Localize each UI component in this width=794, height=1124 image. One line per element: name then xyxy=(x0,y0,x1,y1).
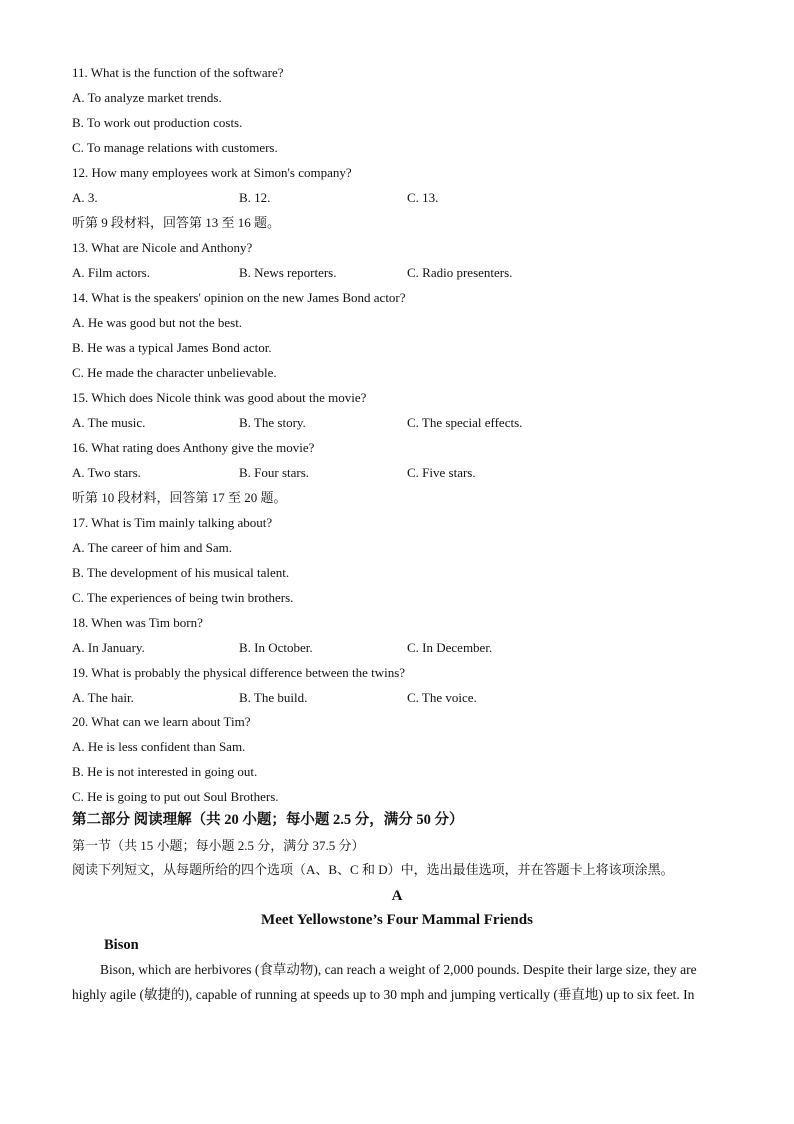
q20-option-c: C. He is going to put out Soul Brothers. xyxy=(72,789,279,804)
q18-option-c: C. In December. xyxy=(407,640,493,655)
passage-title: Meet Yellowstone’s Four Mammal Friends xyxy=(261,912,533,928)
q15-option-c: C. The special effects. xyxy=(407,415,523,430)
q18-option-a: A. In January. xyxy=(72,640,145,655)
question-20: 20. What can we learn about Tim? xyxy=(72,714,251,729)
q16-option-c: C. Five stars. xyxy=(407,465,476,480)
q12-option-b: B. 12. xyxy=(239,190,271,205)
q18-option-b: B. In October. xyxy=(239,640,313,655)
q12-option-c: C. 13. xyxy=(407,190,439,205)
question-13: 13. What are Nicole and Anthony? xyxy=(72,240,253,255)
question-12: 12. How many employees work at Simon's company? xyxy=(72,165,352,180)
q17-option-c: C. The experiences of being twin brothers. xyxy=(72,590,294,605)
paragraph-line-2: highly agile (敏捷的), capable of running at speeds up to 30 mph and jumping vertically (垂直地) up to six feet. In xyxy=(72,987,695,1002)
question-18: 18. When was Tim born? xyxy=(72,615,203,630)
q19-option-a: A. The hair. xyxy=(72,690,134,705)
passage-letter: A xyxy=(391,888,403,904)
q11-option-c: C. To manage relations with customers. xyxy=(72,140,278,155)
paragraph-line-1: Bison, which are herbivores (食草动物), can reach a weight of 2,000 pounds. Despite their large size, they are xyxy=(100,962,697,977)
q14-option-a: A. He was good but not the best. xyxy=(72,315,243,330)
question-19: 19. What is probably the physical difference between the twins? xyxy=(72,665,406,680)
q11-option-b: B. To work out production costs. xyxy=(72,115,243,130)
q12-option-a: A. 3. xyxy=(72,190,98,205)
q16-option-b: B. Four stars. xyxy=(239,465,310,480)
q20-option-a: A. He is less confident than Sam. xyxy=(72,739,246,754)
question-11: 11. What is the function of the software? xyxy=(72,65,284,80)
subheading-bison: Bison xyxy=(104,937,139,953)
question-14: 14. What is the speakers' opinion on the new James Bond actor? xyxy=(72,290,406,305)
section-10-instruction: 听第 10 段材料，回答第 17 至 20 题。 xyxy=(72,490,287,505)
q13-option-b: B. News reporters. xyxy=(239,265,337,280)
part-2-heading: 第二部分 阅读理解（共 20 小题；每小题 2.5 分，满分 50 分） xyxy=(72,812,464,828)
question-17: 17. What is Tim mainly talking about? xyxy=(72,515,273,530)
q19-option-b: B. The build. xyxy=(239,690,308,705)
section-1-heading: 第一节（共 15 小题；每小题 2.5 分，满分 37.5 分） xyxy=(72,838,365,853)
q16-option-a: A. Two stars. xyxy=(72,465,141,480)
q11-option-a: A. To analyze market trends. xyxy=(72,90,222,105)
q14-option-c: C. He made the character unbelievable. xyxy=(72,365,277,380)
q13-option-a: A. Film actors. xyxy=(72,265,150,280)
q20-option-b: B. He is not interested in going out. xyxy=(72,764,258,779)
q15-option-a: A. The music. xyxy=(72,415,146,430)
q19-option-c: C. The voice. xyxy=(407,690,477,705)
q17-option-a: A. The career of him and Sam. xyxy=(72,540,233,555)
q14-option-b: B. He was a typical James Bond actor. xyxy=(72,340,272,355)
q17-option-b: B. The development of his musical talent. xyxy=(72,565,290,580)
question-15: 15. Which does Nicole think was good about the movie? xyxy=(72,390,367,405)
reading-instructions: 阅读下列短文，从每题所给的四个选项（A、B、C 和 D）中，选出最佳选项，并在答题卡上将该项涂黑。 xyxy=(72,862,674,877)
question-16: 16. What rating does Anthony give the movie? xyxy=(72,440,315,455)
q15-option-b: B. The story. xyxy=(239,415,306,430)
section-9-instruction: 听第 9 段材料，回答第 13 至 16 题。 xyxy=(72,215,281,230)
q13-option-c: C. Radio presenters. xyxy=(407,265,513,280)
